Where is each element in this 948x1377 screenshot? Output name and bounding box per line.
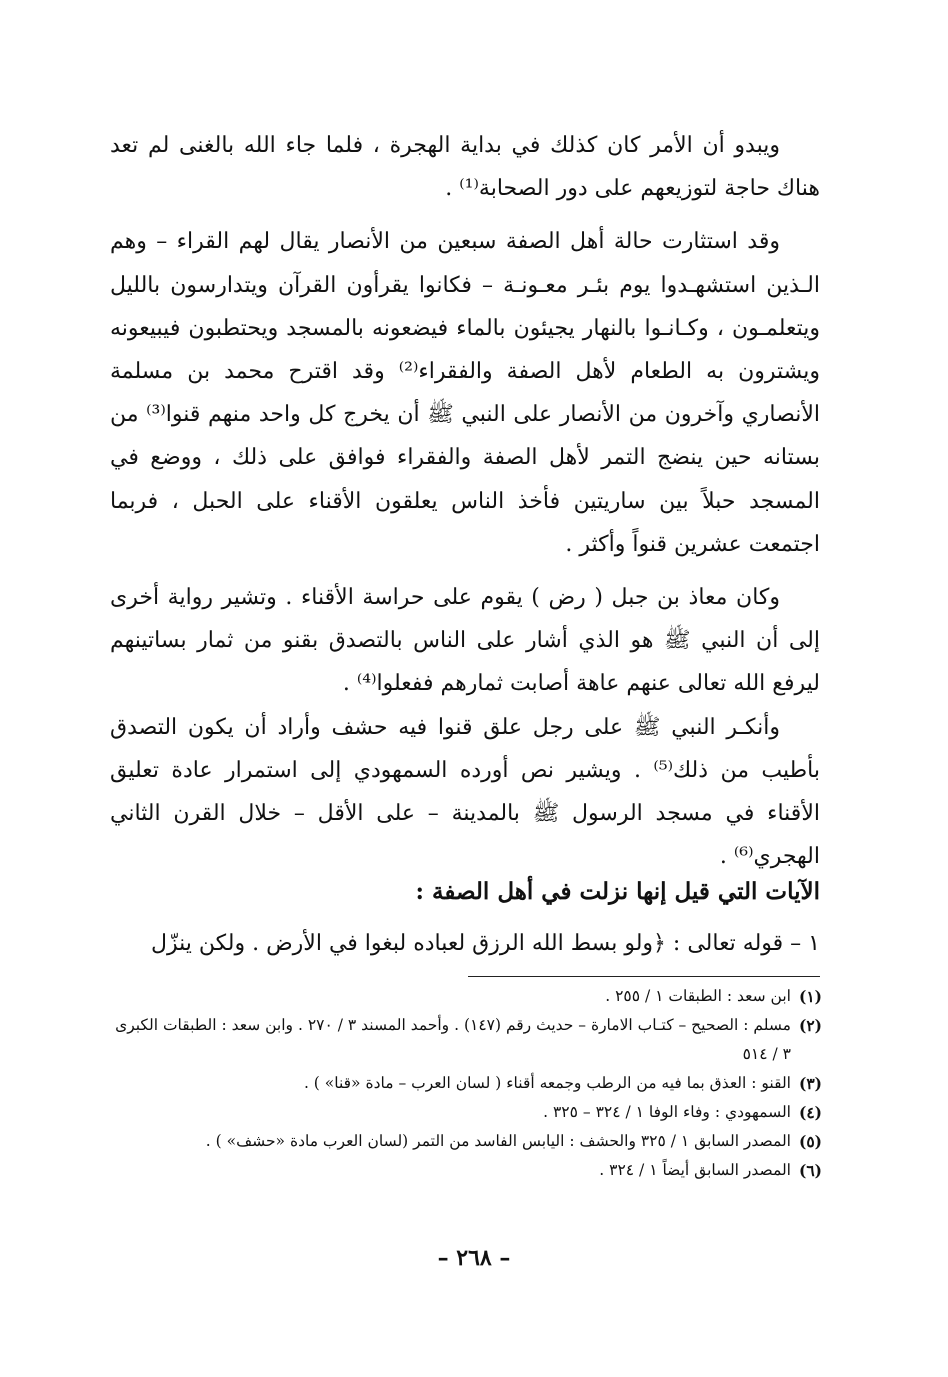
- footnote-text: المصدر السابق ١ / ٣٢٥ والحشف : اليابس الفاسد من التمر (لسان العرب مادة «حشف» ) .: [205, 1132, 791, 1150]
- footnote-number: (١): [798, 987, 822, 1006]
- footnote: [110, 1098, 822, 1127]
- footnote-number: (٦): [798, 1161, 822, 1180]
- footnote: [110, 1156, 822, 1185]
- footnote: [110, 982, 822, 1011]
- paragraph-3: وكان معاذ بن جبل ( رض ) يقوم على حراسة الأقناء . وتشير رواية أخرى إلى أن النبي ﷺ هو الذي أشار على الناس بالتصدق بقنو من ثمار بساتينهم ليرفع الله تعالى عنهم عاهة أصابت ثمارهم ففعلوا⁽⁴⁾ .: [110, 585, 820, 697]
- footnote-number: (٢): [798, 1016, 822, 1035]
- footnote: [110, 1011, 822, 1069]
- page-number: – ٢٦٨ –: [437, 1245, 511, 1271]
- section-heading: الآيات التي قيل إنها نزلت في أهل الصفة :: [415, 878, 820, 905]
- ayah-line: ١ – قوله تعالى : ﴿ولو بسط الله الرزق لعباده لبغوا في الأرض . ولكن ينزّل: [150, 931, 820, 956]
- footnote: [110, 1127, 822, 1156]
- paragraph-2: وقد استثارت حالة أهل الصفة سبعين من الأنصار يقال لهم القراء – وهم الـذين استشهـدوا يوم بئـر معـونـة – فكانوا يقرأون القرآن ويتدارسون بالليل ويتعلمـون ، وكـانـوا بالنهار يجيئون بالماء فيضعونه بالمسجد ويحتطبون فيبيعونه ويشترون به الطعام لأهل الصفة والفقراء⁽²⁾ وقد اقترح محمد بن مسلمة الأنصاري وآخرون من الأنصار على النبي ﷺ أن يخرج كل واحد منهم قنوا⁽³⁾ من بستانه حين ينضج التمر لأهل الصفة والفقراء فوافق على ذلك ، ووضع في المسجد حبلاً بين ساريتين فأخذ الناس يعلقون الأقناء على الحبل ، فربما اجتمعت عشرين قنواً وأكثر .: [110, 229, 821, 557]
- footnote-text: القنو : العذق بما فيه من الرطب وجمعه أقناء ( لسان العرب – مادة «قنا» ) .: [303, 1074, 791, 1092]
- footnote-number: (٣): [798, 1074, 822, 1093]
- paragraph-4: وأنكـر النبي ﷺ على رجل علق قنوا فيه حشف وأراد أن يكون التصدق بأطيب من ذلك⁽⁵⁾ . ويشير نص أورده السمهودي إلى استمرار عادة تعليق الأقناء في مسجد الرسول ﷺ بالمدينة – على الأقل – خلال القرن الثاني الهجري⁽⁶⁾ .: [110, 714, 820, 870]
- footnote-number: (٤): [798, 1103, 822, 1122]
- footnote-text: السمهودي : وفاء الوفا ١ / ٣٢٤ – ٣٢٥ .: [543, 1103, 791, 1121]
- footnote: [110, 1069, 822, 1098]
- footnotes: [110, 982, 822, 1185]
- paragraph-1: ويبدو أن الأمر كان كذلك في بداية الهجرة ، فلما جاء الله بالغنى لم تعد هناك حاجة لتوزيعهم على دور الصحابة⁽¹⁾ .: [110, 133, 820, 202]
- main-text: [110, 124, 820, 878]
- footnote-text: ابن سعد : الطبقات ١ / ٢٥٥ .: [605, 987, 791, 1005]
- footnote-number: (٥): [798, 1132, 822, 1151]
- footnote-text: المصدر السابق أيضاً ١ / ٣٢٤ .: [599, 1161, 791, 1179]
- footnote-text: مسلم : الصحيح – كتـاب الامارة – حديث رقم (١٤٧) . وأحمد المسند ٣ / ٢٧٠ . وابن سعد : الطبقات الكبرى ٣ / ٥١٤: [115, 1016, 791, 1063]
- footnote-divider: [468, 976, 820, 977]
